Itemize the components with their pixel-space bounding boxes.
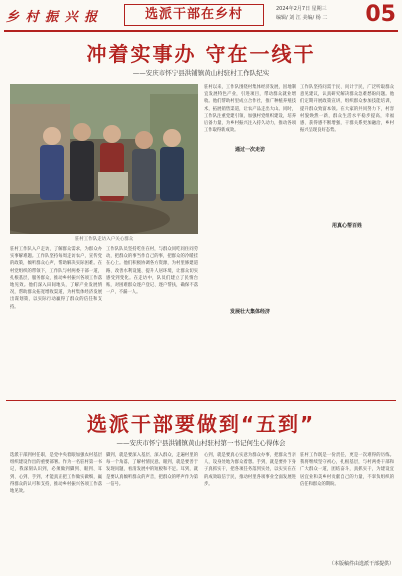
article1-column-2: 工作队队员坚持吃住在村，与群众同吃同住同劳动，把群众的事当作自己的事，把群众的冷暖挂在心上。他们积极协调各方资源，为村里修建道路、改善水利设施、提升人居环境，让群众切实感受到变化。在走访中，队员们建立了民情台账，对困难群众逐户登记、逐户帮扶，确保不落一户、不漏一人。 [106, 247, 198, 296]
article2-column-2: 脚到，就是要深入基层、深入群众，走遍村里的每一个角落，了解村情民意。眼到，就是要善于发现问题，看清发展中的短板和不足。耳到，就是要认真倾听群众的声音，把群众的呼声作为第一信号。 [106, 453, 198, 487]
masthead-rule [4, 30, 398, 32]
article2-headline: 选派干部要做到“五到” [86, 412, 316, 436]
article2-subhead: ——安庆市怀宁县洪铺镇黄山村驻村第一书记何生心得体会 [116, 439, 286, 447]
article1-subhead-1: 通过一次走访 [204, 146, 296, 153]
photo-caption: 驻村工作队走访入户关心群众 [74, 237, 134, 242]
article1-column-1: 驻村工作队入户走访，了解群众需求，为群众办实事解难题。工作队坚持每周走访农户，宣传党的政策，倾听群众心声，帮助解决实际困难。在村党组织的带领下，工作队与村两委干部一道，扎根基层，服务群众，推动乡村振兴各项工作落地见效。他们深入田间地头，了解产业发展情况，帮助群众拓宽增收渠道，为村集体经济发展出谋划策，以实际行动赢得了群众的信任和支持。 [10, 247, 102, 310]
article1-column-4: 工作队坚持问需于民、问计于民，广泛听取群众意见建议，认真研究解决群众急难愁盼问题。他们定期开展政策宣讲，组织群众参加技能培训，提升群众致富本领。在大家的共同努力下，村容村貌焕然一新，群众生活水平稳步提高，幸福感、获得感不断增强，干群关系更加融洽，乡村振兴呈现良好态势。 [300, 85, 394, 134]
article1-photo [10, 84, 198, 234]
article2-column-4: 驻村工作既是一份责任，更是一次难得的历练。我将继续坚守初心，扎根基层，与村两委干部和广大群众一道，团结奋斗，真抓实干，为建设宜居宜业和美乡村贡献自己的力量，不辜负组织的信任和群众的期盼。 [300, 453, 394, 487]
editor-note: （本版稿件由选派干部提供） [328, 561, 394, 567]
section-title: 选派干部在乡村 [124, 4, 264, 26]
article-divider [6, 400, 396, 401]
article2-column-3: 心到，就是要真心实意为群众办事，把群众当亲人，设身处地为群众着想。手到，就是要扑下身子真抓实干，把各项任务落到实处，以实实在在的成效取信于民，推动村里各项事业全面发展进步。 [204, 453, 296, 487]
article1-column-3: 驻村以来，工作队围绕村集体经济发展，因地制宜发展特色产业，引进项目，带动群众就业增收。他们帮助村里成立合作社，推广种植养殖技术，拓展销售渠道，让农产品走出大山。同时，工作队注重党建引领，加强村党组织建设，培养后备力量，为乡村振兴注入持久动力，推动各项工作取得新成效。 [204, 85, 296, 134]
paper-name: 乡 村 振 兴 报 [6, 10, 99, 25]
article1-subhead-2: 发展壮大集体经济 [204, 308, 296, 315]
article1-subhead-3: 用真心帮百姓 [300, 222, 394, 229]
issue-date: 2024年2月7日 星期三 [276, 6, 327, 12]
article2-column-1: 选派干部到村任职，是党中央着眼加强农村基层组织建设作出的重要部署。作为一名驻村第一书记，我深刻认识到，必须做到脚到、眼到、耳到、心到、手到，才能真正把工作做实做细，赢得群众的认可和支持，推动乡村振兴各项工作落地见效。 [10, 453, 102, 495]
masthead [4, 2, 398, 32]
article1-headline: 冲着实事办 守在一线干 [86, 42, 316, 66]
article1-subhead: ——安庆市怀宁县洪铺镇黄山村驻村工作队纪实 [132, 69, 270, 77]
issue-editors: 编辑/ 刘 江 美编/ 杨 二 [276, 15, 328, 21]
page-number: 05 [365, 2, 396, 27]
